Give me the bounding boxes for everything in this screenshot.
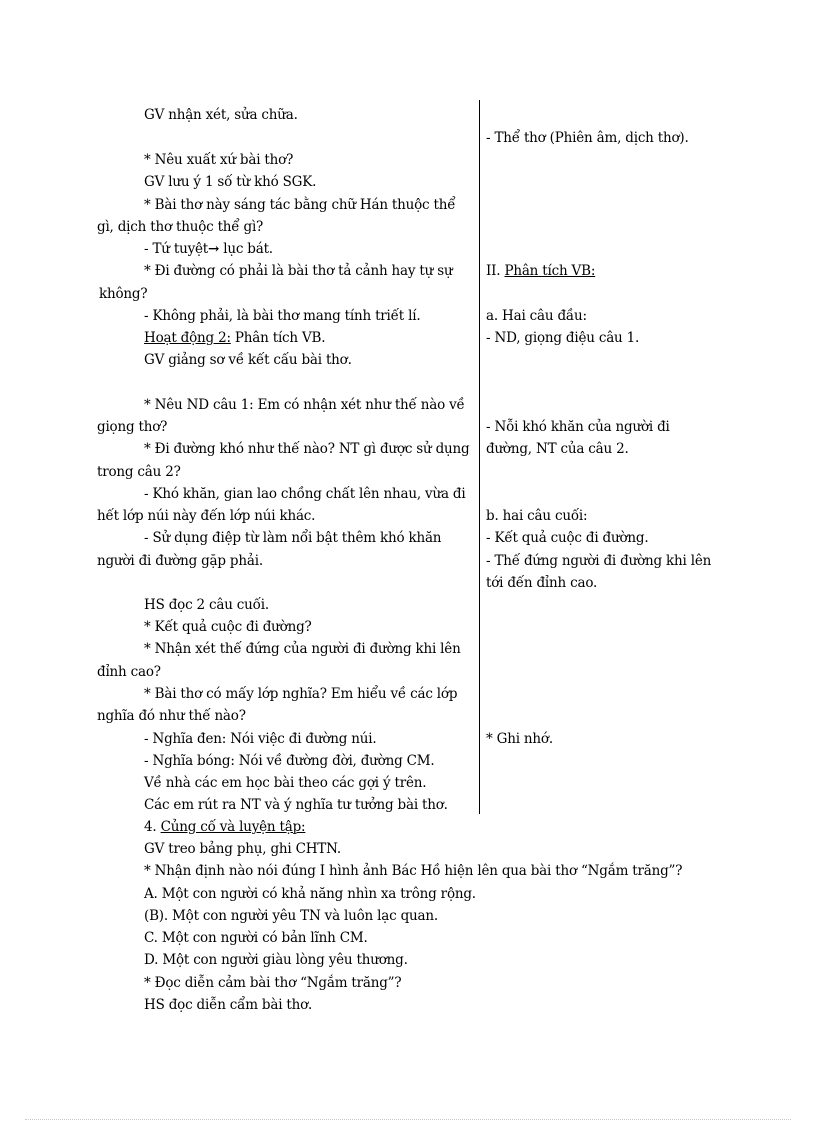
question-line: * Đi đường có phải là bài thơ tả cảnh hay tự sự — [144, 263, 453, 279]
answer-text: lục bát. — [219, 241, 273, 257]
text-line: GV nhận xét, sửa chữa. — [144, 107, 298, 123]
section-heading — [144, 816, 305, 838]
text-line: GV lưu ý 1 số từ khó SGK. — [144, 174, 317, 190]
section-number: II. — [486, 263, 505, 279]
section-number: 4. — [144, 819, 161, 835]
answer-line: - Không phải, là bài thơ mang tính triết lí. — [144, 308, 421, 324]
outline-item: đường, NT của câu 2. — [486, 441, 629, 457]
question-line: * Kết quả cuộc đi đường? — [144, 619, 312, 635]
question-line: * Nhận định nào nói đúng I hình ảnh Bác Hồ hiện lên qua bài thơ “Ngắm trăng”? — [144, 863, 683, 879]
text-line: trong câu 2? — [97, 464, 181, 480]
outline-item: a. Hai câu đầu: — [486, 308, 587, 324]
section-heading — [486, 260, 595, 282]
text-line: GV giảng sơ về kết cấu bài thơ. — [144, 352, 352, 368]
outline-item: tới đến đỉnh cao. — [486, 575, 598, 591]
answer-text: - Tứ tuyệt — [144, 241, 209, 257]
text-line: HS đọc 2 câu cuối. — [144, 597, 269, 613]
text-line: gì, dịch thơ thuộc thể gì? — [97, 219, 264, 235]
text-line: nghĩa đó như thế nào? — [97, 708, 246, 724]
text-line: Các em rút ra NT và ý nghĩa tư tưởng bài thơ. — [144, 797, 448, 813]
text-line: giọng thơ? — [97, 419, 168, 435]
answer-line: - Sử dụng điệp từ làm nổi bật thêm khó khăn — [144, 530, 442, 546]
outline-item: b. hai câu cuối: — [486, 508, 588, 524]
question-line: * Đọc diễn cảm bài thơ “Ngắm trăng”? — [144, 975, 402, 991]
text-line: người đi đường gặp phải. — [97, 553, 263, 569]
answer-line: - Khó khăn, gian lao chồng chất lên nhau, vừa đi — [144, 486, 466, 502]
section-title: Củng cố và luyện tập: — [160, 819, 306, 835]
outline-item: - Nỗi khó khăn của người đi — [486, 419, 670, 435]
text-line: HS đọc diễn cẩm bài thơ. — [144, 997, 313, 1013]
text-line: hết lớp núi này đến lớp núi khác. — [97, 508, 316, 524]
answer-line: - Nghĩa bóng: Nói về đường đời, đường CM. — [144, 753, 435, 769]
text-line: đỉnh cao? — [97, 664, 161, 680]
answer-option: C. Một con người có bản lĩnh CM. — [144, 930, 368, 946]
column-divider — [479, 100, 480, 814]
activity-label: Hoạt động 2: — [144, 330, 231, 346]
text-line: không? — [99, 286, 148, 302]
outline-item: - Kết quả cuộc đi đường. — [486, 530, 649, 546]
page-bottom-rule — [25, 1119, 791, 1120]
answer-line: - Nghĩa đen: Nói việc đi đường núi. — [144, 731, 377, 747]
activity-heading — [144, 327, 325, 349]
outline-item: - Thể thơ (Phiên âm, dịch thơ). — [486, 130, 689, 146]
answer-option: D. Một con người giàu lòng yêu thương. — [144, 952, 408, 968]
question-line: * Nêu ND câu 1: Em có nhận xét như thế nào về — [144, 397, 465, 413]
section-title: Phân tích VB: — [504, 263, 596, 279]
question-line: * Đi đường khó như thế nào? NT gì được sử dụng — [144, 441, 470, 457]
question-line: * Nhận xét thế đứng của người đi đường khi lên — [144, 641, 461, 657]
answer-option: (B). Một con người yêu TN và luôn lạc quan. — [144, 908, 438, 924]
question-line: * Nêu xuất xứ bài thơ? — [144, 152, 294, 168]
answer-line — [144, 238, 273, 260]
arrow-icon: → — [208, 241, 220, 257]
outline-item: - ND, giọng điệu câu 1. — [486, 330, 640, 346]
answer-option: A. Một con người có khả năng nhìn xa trông rộng. — [144, 886, 476, 902]
question-line: * Bài thơ này sáng tác bằng chữ Hán thuộc thể — [144, 197, 456, 213]
text-line: GV treo bảng phụ, ghi CHTN. — [144, 841, 341, 857]
activity-text: Phân tích VB. — [230, 330, 326, 346]
text-line: Về nhà các em học bài theo các gợi ý trên. — [144, 775, 427, 791]
question-line: * Bài thơ có mấy lớp nghĩa? Em hiểu về các lớp — [144, 686, 458, 702]
outline-item: - Thế đứng người đi đường khi lên — [486, 553, 712, 569]
outline-item: * Ghi nhớ. — [486, 731, 553, 747]
